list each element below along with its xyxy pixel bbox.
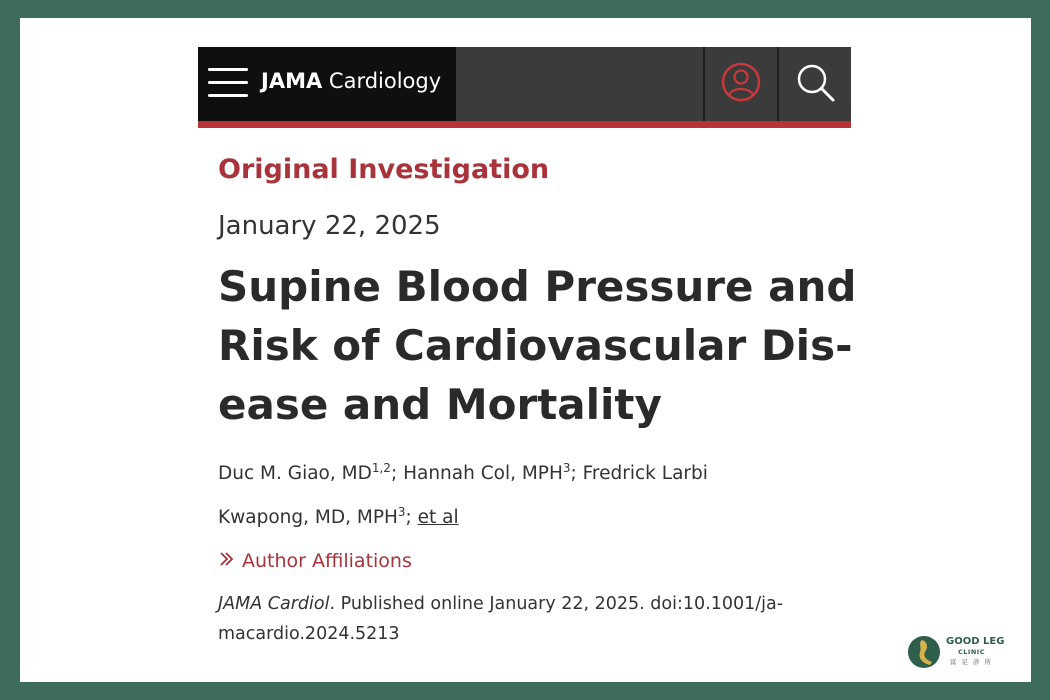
clinic-watermark	[906, 634, 1018, 674]
search-button[interactable]	[780, 47, 851, 121]
citation	[218, 589, 838, 649]
author-name[interactable]: ; Hannah Col, MPH	[390, 463, 563, 484]
article-title	[218, 257, 857, 434]
affiliations-label: Author Affiliations	[242, 550, 412, 572]
citation-line: macardio.2024.5213	[218, 624, 400, 644]
header-divider	[703, 47, 705, 121]
watermark-cn: 富足診所	[950, 658, 996, 666]
title-line: Supine Blood Pressure and	[218, 262, 857, 311]
citation-text: . Published online January 22, 2025. doi:10.1001/ja-	[329, 594, 784, 614]
author-affiliations-toggle[interactable]	[218, 547, 412, 575]
author-name[interactable]: Duc M. Giao, MD	[218, 463, 372, 484]
header-accent-rule	[198, 121, 851, 128]
search-icon	[780, 47, 851, 121]
user-account-button[interactable]	[706, 47, 776, 121]
title-line: Risk of Cardiovascular Dis-	[218, 321, 853, 370]
author-list	[218, 452, 838, 540]
double-chevron-right-icon	[218, 551, 234, 567]
author-separator: ;	[405, 507, 418, 528]
watermark-name: GOOD LEG	[946, 636, 1005, 647]
header-divider	[777, 47, 779, 121]
affiliation-marker: 3	[562, 460, 571, 475]
et-al-link[interactable]: et al	[417, 507, 459, 528]
title-line: ease and Mortality	[218, 380, 662, 429]
brand-bold: JAMA	[261, 69, 323, 93]
hamburger-icon[interactable]	[208, 64, 248, 102]
article-category[interactable]: Original Investigation	[218, 154, 550, 185]
journal-logo[interactable]	[261, 67, 441, 95]
brand-area[interactable]	[198, 47, 456, 121]
author-name[interactable]: ; Fredrick Larbi	[570, 463, 708, 484]
publication-date: January 22, 2025	[218, 211, 441, 241]
leg-logo-icon	[906, 634, 942, 670]
citation-line	[218, 589, 838, 619]
affiliation-marker: 3	[397, 504, 406, 519]
affiliation-marker: 1,2	[371, 460, 391, 475]
user-icon	[706, 47, 776, 121]
author-line	[218, 452, 838, 496]
author-line	[218, 496, 838, 540]
site-header	[198, 47, 851, 121]
watermark-sub: CLINIC	[958, 648, 985, 656]
author-name[interactable]: Kwapong, MD, MPH	[218, 507, 398, 528]
brand-light: Cardiology	[328, 69, 442, 93]
journal-abbrev: JAMA Cardiol	[218, 594, 330, 614]
